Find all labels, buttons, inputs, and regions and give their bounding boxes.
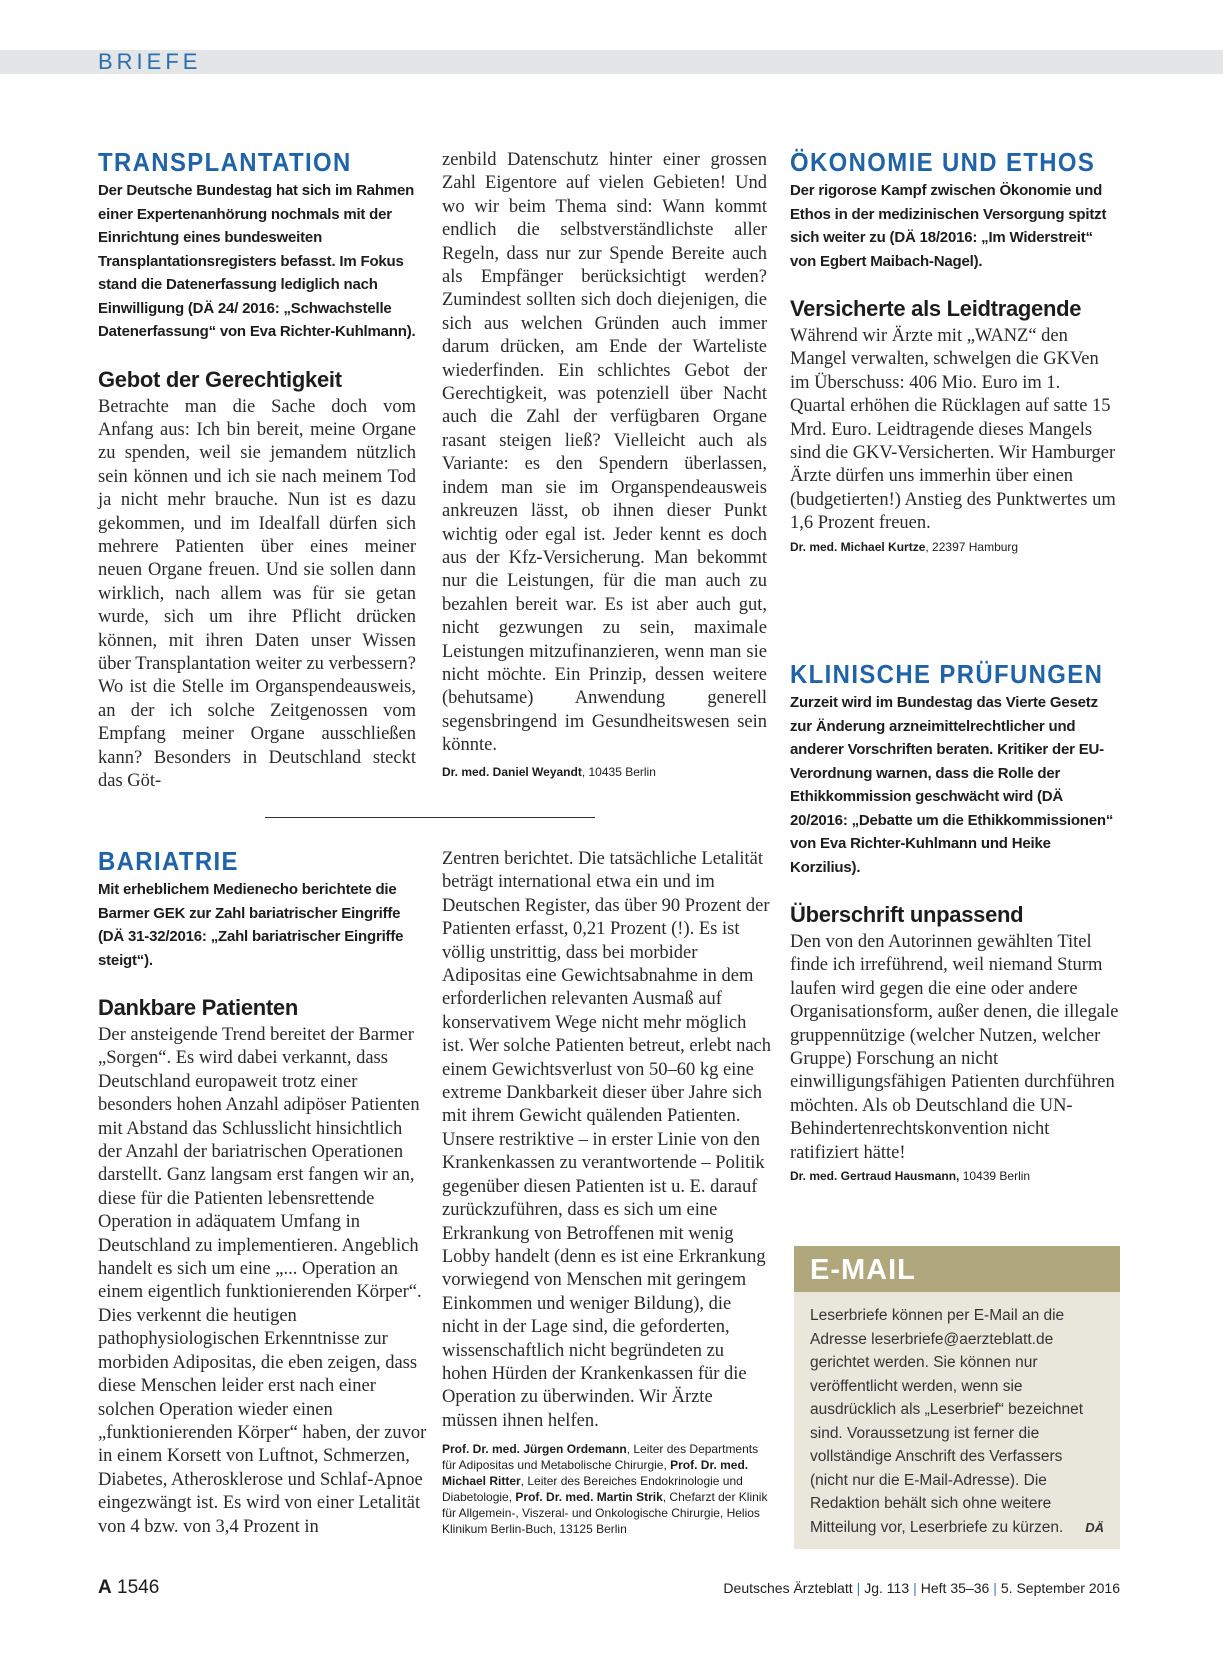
signature-location: , 10435 Berlin — [581, 764, 656, 779]
journal-info — [723, 1580, 1120, 1596]
footer-separator: | — [913, 1580, 917, 1596]
signature-name-3: Prof. Dr. med. Martin Strik — [515, 1490, 663, 1505]
section-label: BRIEFE — [98, 49, 202, 74]
intro-oekonomie: Der rigorose Kampf zwischen Ökonomie und Ethos in der medizinischen Versorgung spitzt sich weiter zu (DÄ 18/2016: „Im Widerstreit“ von Egbert Maibach-Nagel). — [790, 182, 1107, 270]
signature-bariatrie-authors — [442, 1441, 772, 1537]
kicker-transplantation: TRANSPLANTATION — [98, 147, 352, 177]
body-bariatrie-part1: Der ansteigende Trend bereitet der Barmer „Sorgen“. Es wird dabei verkannt, dass Deutschland europaweit trotz einer besonders hohen Anzahl adipöser Patienten mit Abstand das Schlusslicht hinsichtlich der Anzahl der bariatrischen Operationen darstellt. Ganz langsam erst fangen wir an, diese für die Patienten lebensrettende Operation in adäquatem Umfang in Deutschland zu implementieren. Angeblich handelt es sich um eine „... Operation an einem eigentlich funktionierenden Körper“. Dies verkennt die heutigen pathophysiologischen Erkenntnisse zur morbiden Adipositas, die eben zeigen, dass diese Menschen leider erst nach einer solchen Operation wieder einen „funktionierenden Körper“ haben, der zuvor in einem Korsett von Luftnot, Schmerzen, Diabetes, Atherosklerose und Schlaf-Apnoe eingezwängt ist. Es wird von einer Letalität von 4 bzw. von 3,4 Prozent in — [98, 1025, 427, 1537]
bariatrie-letter — [98, 845, 428, 1539]
headline-dankbare: Dankbare Patienten — [98, 995, 299, 1020]
section-divider — [265, 817, 595, 818]
intro-klinische: Zurzeit wird im Bundestag das Vierte Gesetz zur Änderung arzneimittelrechtlicher und anderer Vorschriften beraten. Kritiker der EU-Verordnung warnen, dass die Rolle der Ethikkommission geschwächt wird (DÄ 20/2016: „Debatte um die Ethikkommissionen“ von Eva Richter-Kuhlmann und Heike Korzilius). — [790, 694, 1114, 876]
footer-separator: | — [856, 1580, 861, 1596]
signature-kurtze — [790, 539, 1120, 555]
signature-location: 10439 Berlin — [959, 1169, 1031, 1184]
body-klinische: Den von den Autorinnen gewählten Titel finde ich irreführend, weil niemand Sturm laufen wird gegen die eine oder andere Organisationsform, außer denen, die illegale gruppennützige (welcher Nutzen, welcher Gruppe) Forschung an nicht einwilligungsfähigen Patienten durchführen möchten. Als ob Deutschland die UN-Behindertenrechtskonvention nicht ratifiziert hätte! — [790, 932, 1119, 1163]
kicker-oekonomie: ÖKONOMIE UND ETHOS — [790, 147, 1096, 177]
signature-role-2: , Leiter des Bereiches Endokrinologie und Diabetologie, — [442, 1474, 743, 1505]
signature-role-3: , Chefarzt der Klinik für Allgemein-, Viszeral- und Onkologische Chirurgie, Helios Klinikum Berlin-Buch, 13125 Berlin — [442, 1490, 768, 1537]
signature-location: , 22397 Hamburg — [925, 539, 1019, 554]
page-number — [98, 1577, 159, 1599]
body-transplantation-part1: Betrachte man die Sache doch vom Anfang aus: Ich bin bereit, meine Organe zu spenden, weil sie jemandem nützlich sein können und ich sie nach meinem Tod ja nicht mehr brauche. Nun ist es dazu gekommen, und im Idealfall dürfen sich mehrere Patienten über eines meiner neuen Organe freuen. Und sie sollen dann wirklich, nach allem was für sie getan wurde, sich um ihre Pflicht drücken können, mit ihren Daten unser Wissen über Transplantation weiter zu verbessern? Wo ist die Stelle im Organspendeausweis, an der ich solche Zeitgenossen vom Empfang meiner Organe ausschließen kann? Besonders in Deutschland steckt das Göt- — [98, 396, 416, 791]
transplantation-continued — [442, 149, 767, 780]
body-transplantation-part2: zenbild Datenschutz hinter einer grossen Zahl Eigentore auf vielen Gebieten! Und wo wir beim Thema sind: Wann kommt endlich die selbstverständlichste aller Regeln, dass nur zur Spende Bereite auch als Empfänger berücksichtigt werden? Zumindest sollten sich doch diejenigen, die sich aus welchen Gründen auch immer darum drücken, am Ende der Warteliste wiederfinden. Ein schlichtes Gebot der Gerechtigkeit, was potenziell über Nacht auch die Zahl der verfügbaren Organe rasant steigen ließ? Vielleicht auch als Variante: es den Spendern überlassen, indem man sie im Organspendeausweis ankreuzen lässt, ob ihnen dieser Punkt wichtig oder egal ist. Jeder kennt es doch aus der Kfz-Versicherung. Man bekommt nur die Leistungen, für die man auch zu bezahlen bereit war. Es ist aber auch gut, nicht gezwungen zu sein, maximale Leistungen mitzufinanzieren, wenn man sie nicht möchte. Ein Prinzip, dessen weitere (behutsame) Anwendung generell segensbringend im Gesundheitswesen sein könnte. — [442, 150, 767, 756]
journal-issue: Heft 35–36 — [920, 1580, 990, 1596]
headline-gebot: Gebot der Gerechtigkeit — [98, 366, 342, 392]
email-box-text-wrap — [794, 1292, 1120, 1539]
body-bariatrie-part2: Zentren berichtet. Die tatsächliche Letalität beträgt international etwa ein und im Deutschen Register, das über 90 Prozent der Patienten erfasst, 0,21 Prozent (!). Es ist völlig unstrittig, dass bei morbider Adipositas eine Gewichtsabnahme in dem erforderlichen relevanten Ausmaß auf konservativem Wege nicht mehr möglich ist. Wer solche Patienten betreut, erlebt nach einem Gewichtsverlust von 50–60 kg eine extreme Dankbarkeit dieser über Jahre sich mit ihrem Gewicht quälenden Patienten. Unsere restriktive – in erster Linie von den Krankenkassen zu verantwortende – Politik gegenüber diesen Patienten ist u. E. darauf zurückzuführen, dass es sich um eine Erkrankung von Betroffenen mit wenig Lobby handelt (denn es ist eine Erkrankung vorwiegend von Menschen mit geringem Einkommen und weniger Bildung), die nicht in der Lage sind, die geforderten, wissenschaftlich nicht begründeten zu hohen Hürden der Krankenkassen für die Operation zu überwinden. Wir Ärzte müssen ihnen helfen. — [442, 849, 771, 1431]
headline-ueberschrift: Überschrift unpassend — [790, 902, 1024, 927]
intro-transplantation: Der Deutsche Bundestag hat sich im Rahmen einer Expertenanhörung nochmals mit der Einrichtung eines bundesweiten Transplantationsregisters befasst. Im Fokus stand die Datenerfassung lediglich nach Einwilligung (DÄ 24/ 2016: „Schwachstelle Datenerfassung“ von Eva Richter-Kuhlmann). — [98, 182, 416, 340]
klinische-letter — [790, 658, 1120, 1184]
signature-name: Dr. med. Michael Kurtze — [790, 539, 926, 554]
signature-hausmann — [790, 1168, 1120, 1184]
email-info-box — [794, 1246, 1120, 1549]
page-number-value: 1546 — [117, 1577, 160, 1598]
signature-name: Dr. med. Gertraud Hausmann, — [790, 1169, 960, 1184]
kicker-bariatrie: BARIATRIE — [98, 846, 239, 876]
intro-bariatrie: Mit erheblichem Medienecho berichtete die Barmer GEK zur Zahl bariatrischer Eingriffe (DÄ 31-32/2016: „Zahl bariatrischer Eingriffe steigt“). — [98, 881, 404, 969]
email-box-header — [794, 1246, 1120, 1292]
signature-role-1: , Leiter des Departments für Adipositas und Metabolische Chirurgie, — [442, 1442, 759, 1473]
email-box-signature: DÄ — [1085, 1519, 1104, 1535]
body-oekonomie: Während wir Ärzte mit „WANZ“ den Mangel verwalten, schwelgen die GKVen im Überschuss: 406 Mio. Euro im 1. Quartal erhöhen die Rücklagen auf satte 15 Mrd. Euro. Leidtragende dieses Mangels sind die GKV-Versicherten. Wir Hamburger Ärzte dürfen uns immerhin über einen (budgetierten!) Anstieg des Punktwertes um 1,6 Prozent freuen. — [790, 326, 1116, 534]
journal-volume: Jg. 113 — [864, 1580, 910, 1596]
bariatrie-continued — [442, 848, 772, 1537]
journal-date: 5. September 2016 — [1000, 1580, 1120, 1596]
kicker-klinische: KLINISCHE PRÜFUNGEN — [790, 659, 1104, 689]
section-header-bar — [0, 50, 1223, 74]
email-box-title: E-MAIL — [810, 1254, 916, 1286]
page-prefix: A — [98, 1577, 112, 1598]
signature-name: Dr. med. Daniel Weyandt — [442, 764, 582, 779]
headline-versicherte: Versicherte als Leidtragende — [790, 296, 1082, 321]
footer-separator: | — [993, 1580, 997, 1596]
signature-weyandt — [442, 764, 767, 780]
journal-name: Deutsches Ärzteblatt — [723, 1580, 853, 1596]
email-box-text: Leserbriefe können per E-Mail an die Adresse leserbriefe@aerzteblatt.de gerichtet werden. Sie können nur veröffentlicht werden, wenn sie ausdrücklich als „Leserbrief“ bezeichnet sind. Voraussetzung ist ferner die vollständige Anschrift des Verfassers (nicht nur die E-Mail-Adresse). Die Redaktion behält sich ohne weitere Mitteilung vor, Leserbriefe zu kürzen. — [810, 1307, 1084, 1536]
signature-name-2: Prof. Dr. med. Michael Ritter — [442, 1458, 749, 1489]
oekonomie-letter — [790, 146, 1120, 555]
signature-name-1: Prof. Dr. med. Jürgen Ordemann — [442, 1442, 627, 1457]
transplantation-letter — [98, 146, 416, 793]
